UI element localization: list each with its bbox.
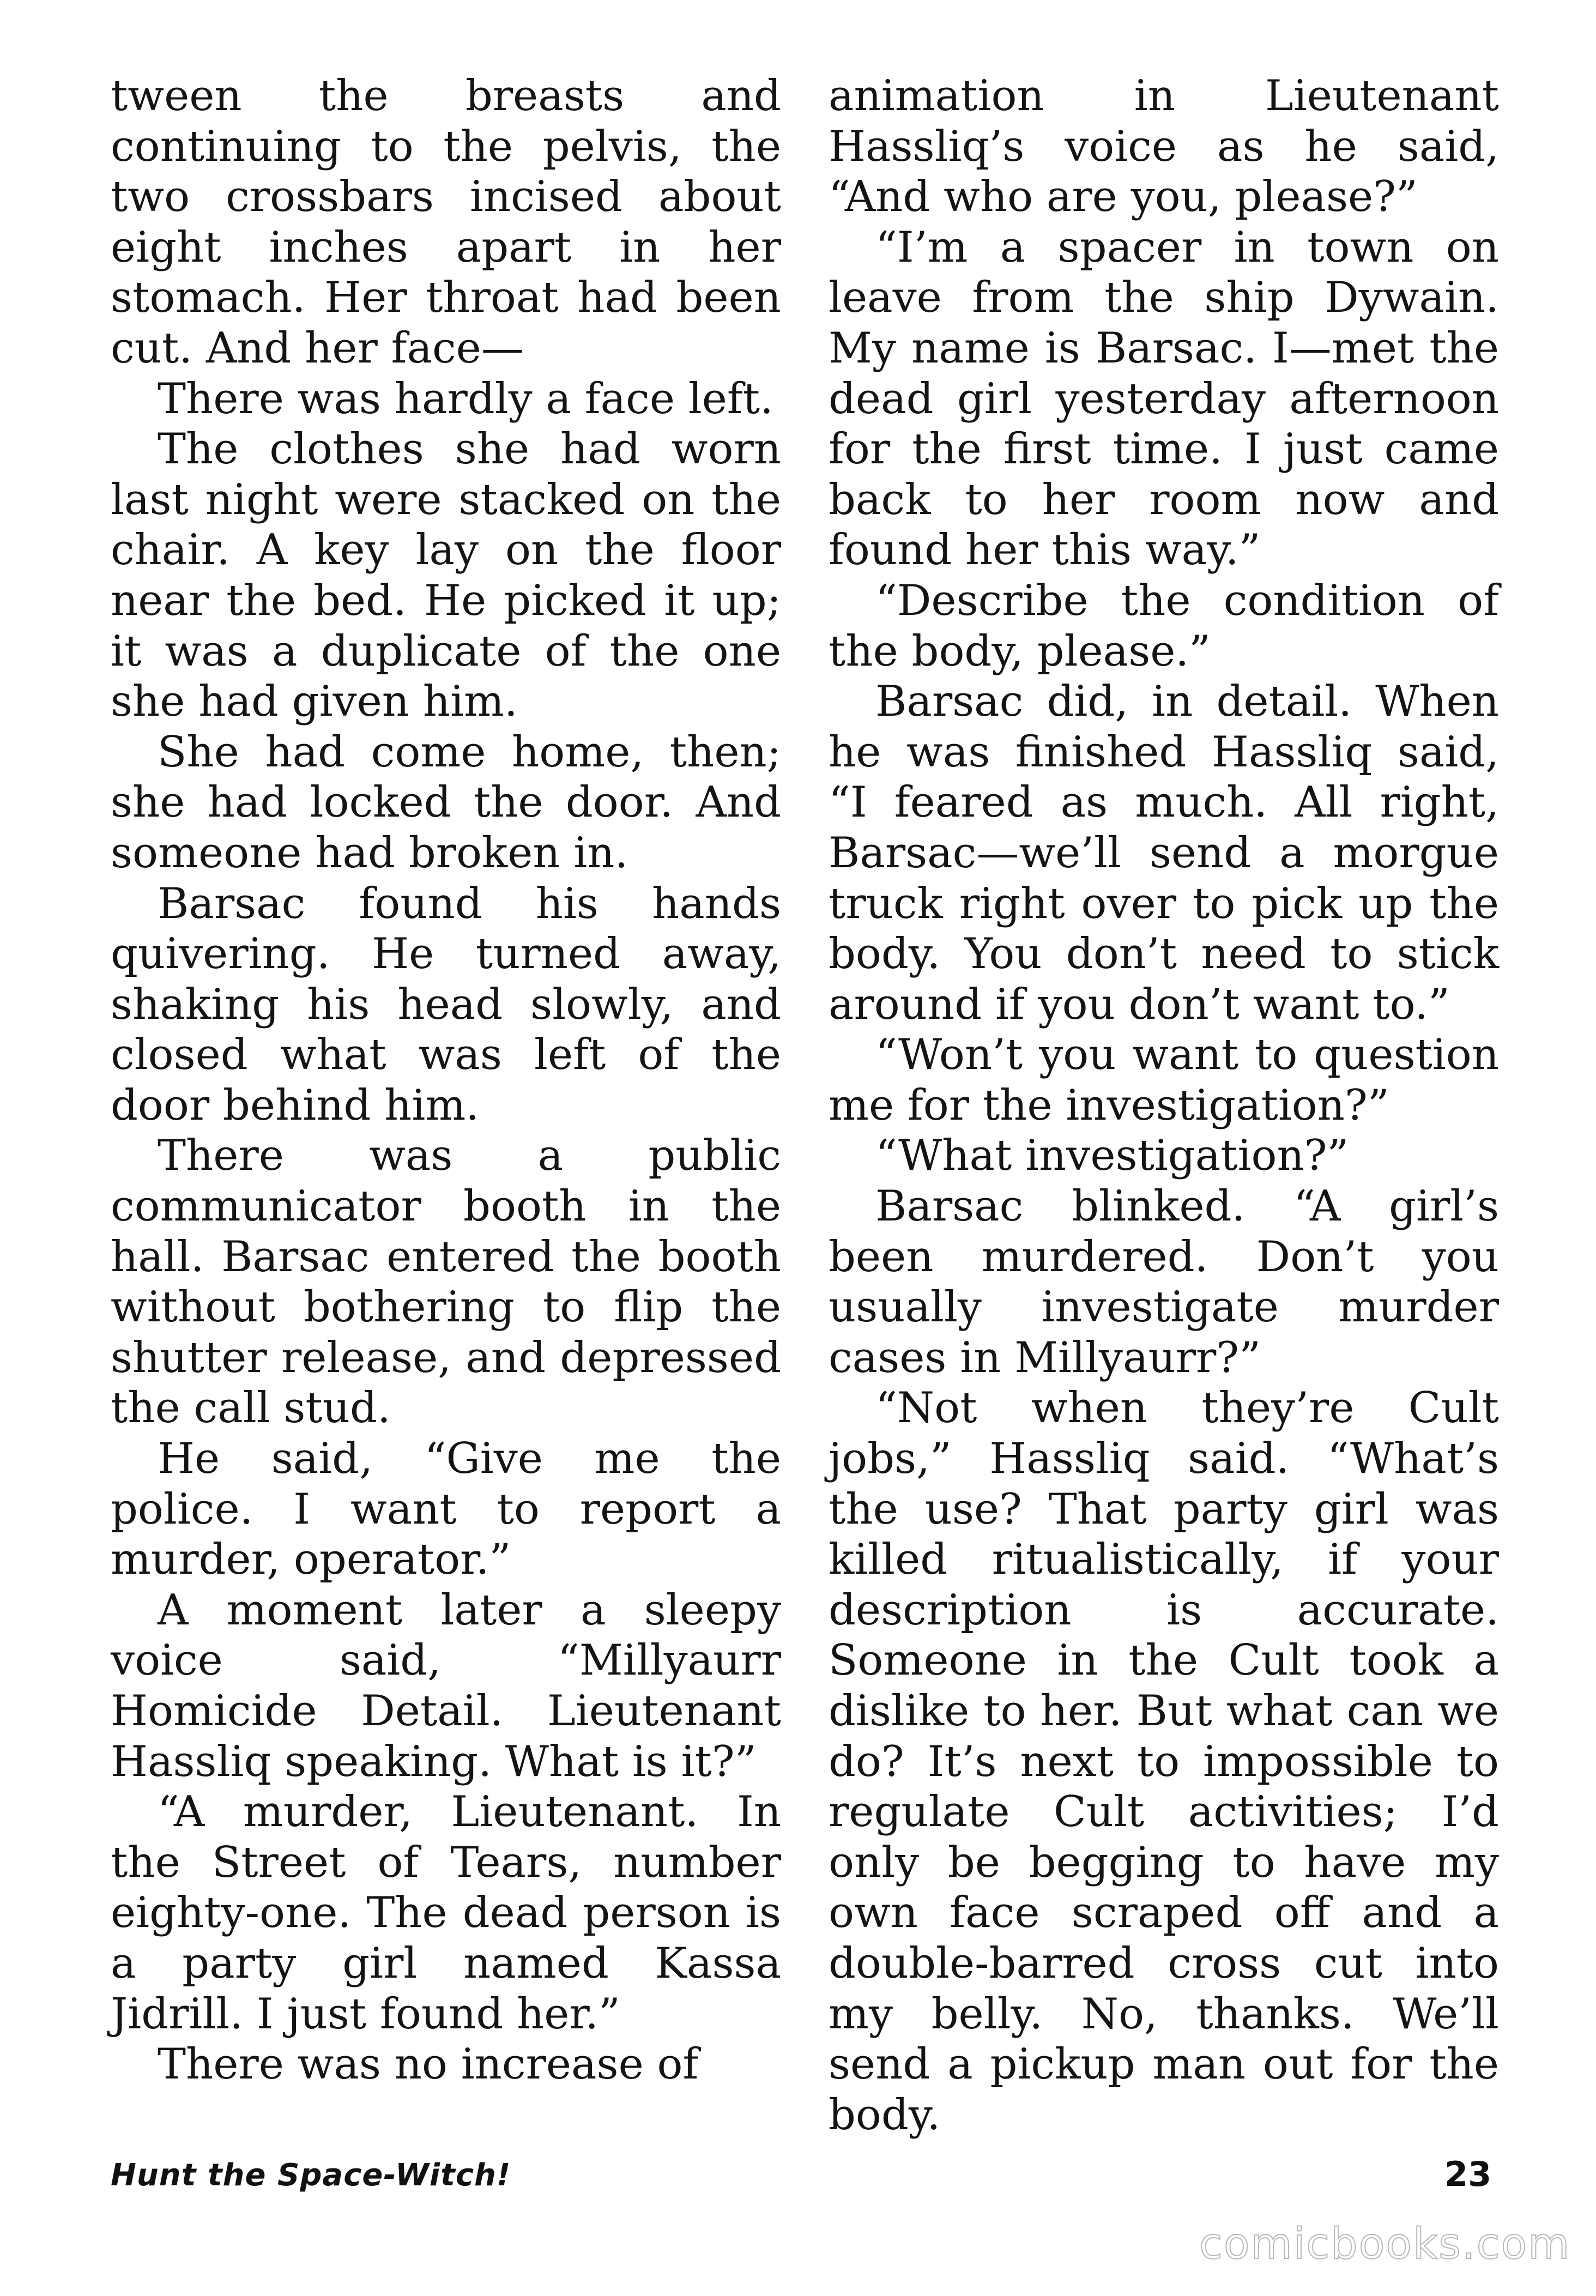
running-title: Hunt the Space-Witch!	[111, 2158, 511, 2193]
right-text-column	[829, 71, 1499, 2140]
paragraph: There was hardly a face left.	[158, 374, 773, 424]
paragraph: The clothes she had worn last night were stacked on the chair. A key lay on the floor near the bed. He picked it up; it was a duplicate of the one she had given him.	[111, 425, 781, 727]
page-number: 23	[1444, 2154, 1492, 2194]
paragraph: “Describe the condition of the body, please.”	[829, 576, 1499, 676]
paragraph: animation in Lieutenant Hassliq’s voice as he said, “And who are you, please?”	[829, 71, 1499, 222]
paragraph: “Not when they’re Cult jobs,” Hassliq said. “What’s the use? That party girl was killed ritualistically, if your description is accurate. Someone in the Cult took a dislike to her. But what can we do? It’s next to impossible to regulate Cult activities; I’d only be begging to have my own face scraped off and a double-barred cross cut into my belly. No, thanks. We’ll send a pickup man out for the body.	[829, 1383, 1499, 2140]
paragraph: He said, “Give me the police. I want to report a murder, operator.”	[111, 1434, 781, 1585]
paragraph: “I’m a spacer in town on leave from the ship Dywain. My name is Barsac. I—met the dead girl yesterday afternoon for the first time. I just came back to her room now and found her this way.”	[829, 222, 1499, 575]
paragraph: A moment later a sleepy voice said, “Millyaurr Homicide Detail. Lieutenant Hassliq speaking. What is it?”	[111, 1585, 781, 1786]
paragraph: Barsac found his hands quivering. He turned away, shaking his head slowly, and closed what was left of the door behind him.	[111, 879, 781, 1130]
watermark: comicbooks.com	[1199, 2220, 1571, 2269]
paragraph: “A murder, Lieutenant. In the Street of Tears, number eighty-one. The dead person is a party girl named Kassa Jidrill. I just found her.”	[111, 1787, 781, 2039]
paragraph: tween the breasts and continuing to the pelvis, the two crossbars incised about eight inches apart in her stomach. Her throat had been cut. And her face—	[111, 71, 781, 373]
paragraph: Barsac blinked. “A girl’s been murdered. Don’t you usually investigate murder cases in Millyaurr?”	[829, 1182, 1499, 1382]
paragraph: There was a public communicator booth in the hall. Barsac entered the booth without bothering to flip the shutter release, and depressed the call stud.	[111, 1131, 781, 1433]
paragraph: “Won’t you want to question me for the investigation?”	[829, 1030, 1499, 1130]
paragraph: There was no increase of	[158, 2040, 699, 2089]
paragraph: Barsac did, in detail. When he was finished Hassliq said, “I feared as much. All right, Barsac—we’ll send a morgue truck right over to pick up the body. You don’t need to stick around if you don’t want to.”	[829, 677, 1499, 1029]
paragraph: She had come home, then; she had locked the door. And someone had broken in.	[111, 727, 781, 878]
left-text-column	[111, 71, 781, 2090]
paragraph: “What investigation?”	[875, 1131, 1349, 1181]
